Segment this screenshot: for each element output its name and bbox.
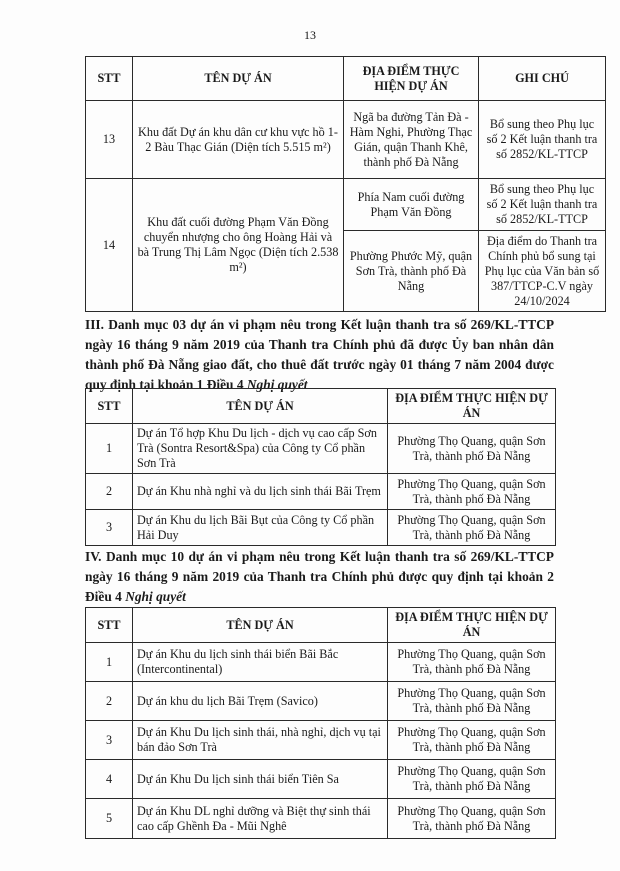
cell-stt: 1 xyxy=(86,424,133,474)
page-number: 13 xyxy=(304,28,316,42)
cell-project-name: Dự án Khu Du lịch sinh thái biển Tiên Sa xyxy=(133,760,388,799)
table-row xyxy=(86,510,556,546)
cell-location: Phường Thọ Quang, quận Sơn Trà, thành phố Đà Nẵng xyxy=(388,510,556,546)
cell-stt: 1 xyxy=(86,643,133,682)
section-3-heading-resolution: Nghị quyết xyxy=(246,377,308,392)
table-section-4 xyxy=(85,607,556,839)
cell-location: Phía Nam cuối đường Phạm Văn Đồng xyxy=(344,179,479,231)
cell-project-name: Dự án Khu du lịch Bãi Bụt của Công ty Cổ phần Hải Duy xyxy=(133,510,388,546)
table-row xyxy=(86,424,556,474)
section-3-heading-text: III. Danh mục 03 dự án vi phạm nêu trong Kết luận thanh tra số 269/KL-TTCP ngày 16 tháng 9 năm 2019 của Thanh tra Chính phủ đã được Ủy ban nhân dân thành phố Đà Nẵng giao đất, cho thuê đất trước ngày 01 tháng 7 năm 2004 được quy định tại khoản 1 Điều 4 xyxy=(85,317,554,392)
cell-stt: 3 xyxy=(86,721,133,760)
section-4-heading xyxy=(85,547,554,607)
cell-project-name: Khu đất cuối đường Phạm Văn Đồng chuyển nhượng cho ông Hoàng Hải và bà Trung Thị Lâm Ngọc (Diện tích 2.538 m²) xyxy=(133,179,344,312)
cell-stt: 2 xyxy=(86,682,133,721)
table-project-list-continued xyxy=(85,56,606,312)
table-header-row xyxy=(86,57,606,101)
cell-note: Bổ sung theo Phụ lục số 2 Kết luận thanh tra số 2852/KL-TTCP xyxy=(479,101,606,179)
cell-project-name: Dự án Tổ hợp Khu Du lịch - dịch vụ cao cấp Sơn Trà (Sontra Resort&Spa) của Công ty Cổ phần Sơn Trà xyxy=(133,424,388,474)
header-stt: STT xyxy=(86,389,133,424)
cell-stt: 4 xyxy=(86,760,133,799)
table-row xyxy=(86,682,556,721)
table-row xyxy=(86,799,556,839)
table-row xyxy=(86,721,556,760)
cell-location: Phường Phước Mỹ, quận Sơn Trà, thành phố Đà Nẵng xyxy=(344,231,479,312)
header-project-name: TÊN DỰ ÁN xyxy=(133,608,388,643)
cell-project-name: Khu đất Dự án khu dân cư khu vực hồ 1-2 Bàu Thạc Gián (Diện tích 5.515 m²) xyxy=(133,101,344,179)
header-location: ĐỊA ĐIỂM THỰC HIỆN DỰ ÁN xyxy=(388,608,556,643)
cell-note: Địa điểm do Thanh tra Chính phủ bổ sung tại Phụ lục của Văn bản số 387/TTCP-C.V ngày 24/10/2024 xyxy=(479,231,606,312)
cell-project-name: Dự án Khu nhà nghỉ và du lịch sinh thái Bãi Trẹm xyxy=(133,474,388,510)
header-note: GHI CHÚ xyxy=(479,57,606,101)
cell-location: Phường Thọ Quang, quận Sơn Trà, thành phố Đà Nẵng xyxy=(388,424,556,474)
section-3-heading xyxy=(85,315,554,395)
cell-location: Phường Thọ Quang, quận Sơn Trà, thành phố Đà Nẵng xyxy=(388,643,556,682)
table-row xyxy=(86,474,556,510)
table-section-3 xyxy=(85,388,556,546)
cell-stt: 3 xyxy=(86,510,133,546)
cell-project-name: Dự án Khu DL nghỉ dưỡng và Biệt thự sinh thái cao cấp Ghềnh Đa - Mũi Nghê xyxy=(133,799,388,839)
cell-location: Phường Thọ Quang, quận Sơn Trà, thành phố Đà Nẵng xyxy=(388,799,556,839)
cell-project-name: Dự án Khu Du lịch sinh thái, nhà nghỉ, dịch vụ tại bán đảo Sơn Trà xyxy=(133,721,388,760)
header-project-name: TÊN DỰ ÁN xyxy=(133,57,344,101)
cell-project-name: Dự án Khu du lịch sinh thái biển Bãi Bắc (Intercontinental) xyxy=(133,643,388,682)
cell-stt: 13 xyxy=(86,101,133,179)
header-location: ĐỊA ĐIỂM THỰC HIỆN DỰ ÁN xyxy=(344,57,479,101)
cell-project-name: Dự án khu du lịch Bãi Trẹm (Savico) xyxy=(133,682,388,721)
header-stt: STT xyxy=(86,57,133,101)
cell-location: Phường Thọ Quang, quận Sơn Trà, thành phố Đà Nẵng xyxy=(388,721,556,760)
cell-stt: 2 xyxy=(86,474,133,510)
table-header-row xyxy=(86,608,556,643)
cell-location: Phường Thọ Quang, quận Sơn Trà, thành phố Đà Nẵng xyxy=(388,682,556,721)
header-stt: STT xyxy=(86,608,133,643)
table-row xyxy=(86,643,556,682)
header-location: ĐỊA ĐIỂM THỰC HIỆN DỰ ÁN xyxy=(388,389,556,424)
section-4-heading-resolution: Nghị quyết xyxy=(125,589,186,604)
section-4-heading-text: IV. Danh mục 10 dự án vi phạm nêu trong Kết luận thanh tra số 269/KL-TTCP ngày 16 tháng 9 năm 2019 của Thanh tra Chính phủ được quy định tại khoản 2 Điều 4 xyxy=(85,549,554,604)
table-row xyxy=(86,760,556,799)
cell-stt: 14 xyxy=(86,179,133,312)
cell-location: Phường Thọ Quang, quận Sơn Trà, thành phố Đà Nẵng xyxy=(388,760,556,799)
table-row xyxy=(86,179,606,231)
table-row xyxy=(86,101,606,179)
cell-location: Phường Thọ Quang, quận Sơn Trà, thành phố Đà Nẵng xyxy=(388,474,556,510)
table-header-row xyxy=(86,389,556,424)
cell-location: Ngã ba đường Tản Đà - Hàm Nghi, Phường Thạc Gián, quận Thanh Khê, thành phố Đà Nẵng xyxy=(344,101,479,179)
cell-stt: 5 xyxy=(86,799,133,839)
header-project-name: TÊN DỰ ÁN xyxy=(133,389,388,424)
cell-note: Bổ sung theo Phụ lục số 2 Kết luận thanh tra số 2852/KL-TTCP xyxy=(479,179,606,231)
